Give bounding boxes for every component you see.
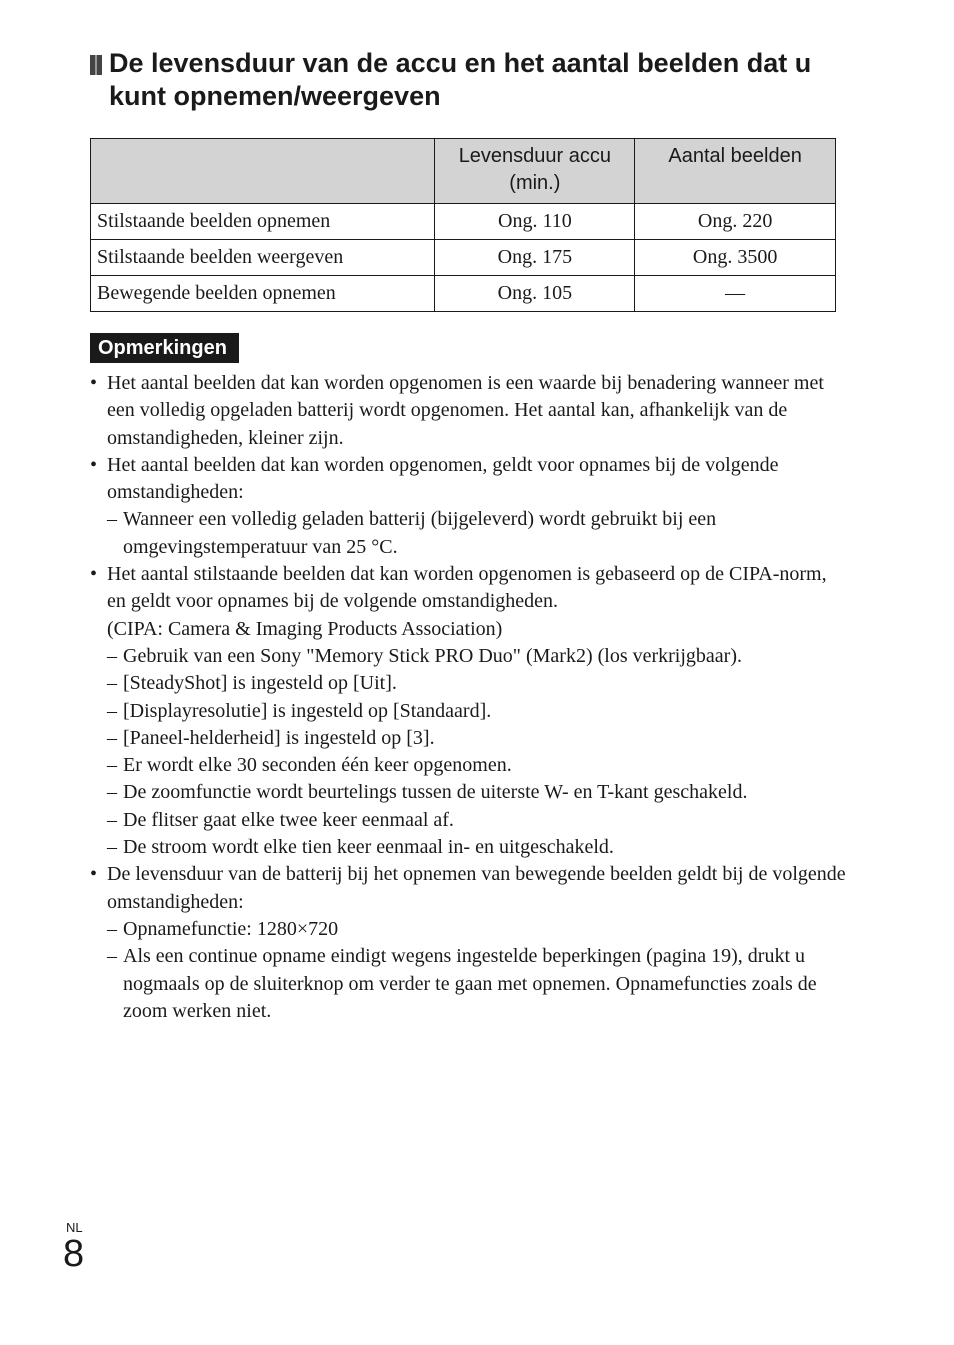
sub-text: Er wordt elke 30 seconden één keer opgenomen. [123,754,512,777]
table-row [91,240,836,276]
row-images: — [635,276,836,312]
row-images: Ong. 220 [635,204,836,240]
table-row [91,204,836,240]
note-text: Het aantal beelden dat kan worden opgenomen, geldt voor opnames bij de volgende omstandigheden: [107,453,779,504]
bullet-icon: • [90,563,98,586]
dash-icon: – [107,508,117,531]
dash-icon: – [107,672,117,695]
bullet-icon: • [90,372,98,394]
sub-text: De flitser gaat elke twee keer eenmaal af. [123,808,454,831]
dash-icon: – [107,644,117,667]
dash-icon: – [107,699,117,722]
dash-icon: – [107,754,117,777]
section-heading [90,47,850,113]
sub-item [90,698,850,725]
row-battery: Ong. 110 [435,204,635,240]
sub-item [90,779,850,806]
note-item [90,452,850,561]
row-label: Bewegende beelden opnemen [91,276,435,312]
sub-item [90,725,850,752]
row-battery: Ong. 175 [435,240,635,276]
sub-text: Als een continue opname eindigt wegens ingestelde beperkingen (pagina 19), drukt u nogmaals op de sluiterknop om verder te gaan met opnemen. Opnamefuncties zoals de zoom werken niet. [123,945,817,1022]
sub-item [90,943,850,1025]
dash-icon: – [107,836,117,859]
table-header-battery: Levensduur accu (min.) [435,139,635,204]
notes-label: Opmerkingen [90,333,239,363]
sub-text: De zoomfunctie wordt beurtelings tussen de uiterste W- en T-kant geschakeld. [123,781,748,804]
note-item [90,370,850,452]
dash-icon: – [107,781,117,804]
sub-item [90,643,850,670]
table-header-images: Aantal beelden [635,139,836,204]
sub-text: [Displayresolutie] is ingesteld op [Standaard]. [123,699,492,722]
note-text: Het aantal stilstaande beelden dat kan worden opgenomen is gebaseerd op de CIPA-norm, en geldt voor opnames bij de volgende omstandigheden. [107,563,827,613]
page-number: 8 [63,1233,85,1275]
section-marker-icon [90,55,102,75]
notes-list [90,370,850,1025]
sub-item [90,916,850,943]
note-text: De levensduur van de batterij bij het opnemen van bewegende beelden geldt bij de volgende omstandigheden: [107,863,846,913]
table-row [91,276,836,312]
table-header-row [91,139,836,204]
sub-item [90,834,850,861]
page-language: NL [66,1220,83,1235]
sub-item [90,506,850,561]
sub-item [90,807,850,834]
sub-text: Opnamefunctie: 1280×720 [123,917,339,940]
sub-text: De stroom wordt elke tien keer eenmaal in- en uitgeschakeld. [123,836,614,859]
note-extra: (CIPA: Camera & Imaging Products Association) [107,617,503,640]
dash-icon: – [107,945,117,968]
table-header-empty [91,139,435,204]
bullet-icon: • [90,453,98,476]
sub-item [90,670,850,697]
row-label: Stilstaande beelden weergeven [91,240,435,276]
sub-item [90,752,850,779]
note-item [90,861,850,1025]
sub-text: [Paneel-helderheid] is ingesteld op [3]. [123,726,435,749]
dash-icon: – [107,808,117,831]
note-item [90,561,850,861]
bullet-icon: • [90,863,98,886]
sub-text: Gebruik van een Sony "Memory Stick PRO Duo" (Mark2) (los verkrijgbaar). [123,644,742,667]
row-battery: Ong. 105 [435,276,635,312]
page-title: De levensduur van de accu en het aantal beelden dat u kunt opnemen/weergeven [109,48,812,111]
dash-icon: – [107,726,117,749]
row-label: Stilstaande beelden opnemen [91,204,435,240]
sub-text: [SteadyShot] is ingesteld op [Uit]. [123,672,397,695]
battery-table [90,138,836,312]
row-images: Ong. 3500 [635,240,836,276]
dash-icon: – [107,917,117,940]
note-text: Het aantal beelden dat kan worden opgenomen is een waarde bij benadering wanneer met een volledig opgeladen batterij wordt opgenomen. Het aantal kan, afhankelijk van de omstandigheden, kleiner zijn. [107,372,824,449]
sub-text: Wanneer een volledig geladen batterij (bijgeleverd) wordt gebruikt bij een omgevingstemperatuur van 25 °C. [123,508,717,558]
